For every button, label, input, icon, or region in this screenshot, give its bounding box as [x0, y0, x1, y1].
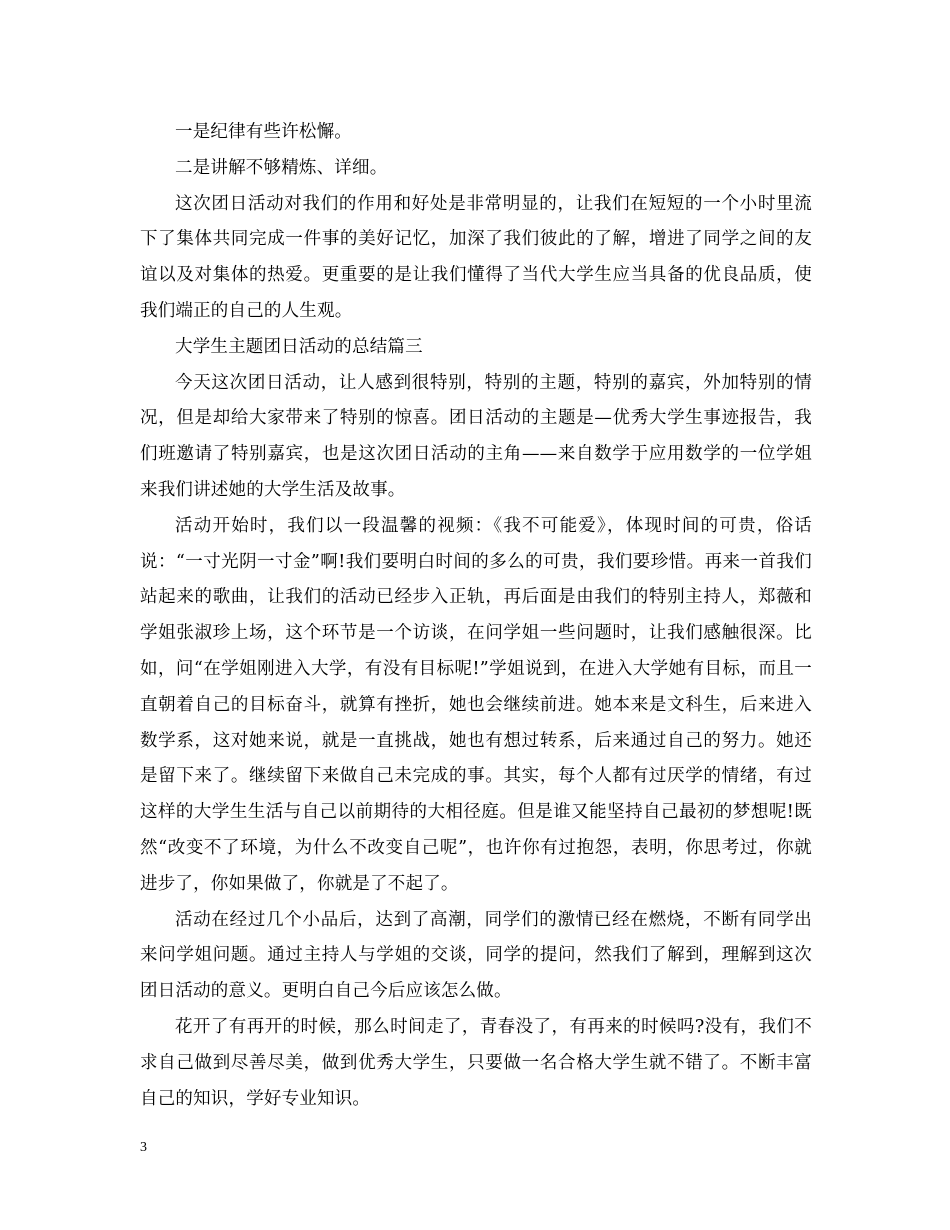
paragraph-activity-start: 活动开始时，我们以一段温馨的视频：《我不可能爱》，体现时间的可贵，俗话说：“一寸光阴一寸金”啊!我们要明白时间的多么的可贵，我们要珍惜。再来一首我们站起来的歌曲，让我们的活动已经步入正轨，再后面是由我们的特别主持人，郑薇和学姐张淑珍上场，这个环节是一个访谈，在问学姐一些问题时，让我们感触很深。比如，问“在学姐刚进入大学，有没有目标呢!”学姐说到，在进入大学她有目标，而且一直朝着自己的目标奋斗，就算有挫折，她也会继续前进。她本来是文科生，后来进入数学系，这对她来说，就是一直挑战，她也有想过转系，后来通过自己的努力。她还是留下来了。继续留下来做自己未完成的事。其实，每个人都有过厌学的情绪，有过这样的大学生生活与自己以前期待的大相径庭。但是谁又能坚持自己最初的梦想呢!既然“改变不了环境，为什么不改变自己呢”，也许你有过抱怨，表明，你思考过，你就进步了，你如果做了，你就是了不起了。 — [140, 515, 812, 894]
paragraph-conclusion: 花开了有再开的时候，那么时间走了，青春没了，有再来的时候吗?没有，我们不求自己做到尽善尽美，做到优秀大学生，只要做一名合格大学生就不错了。不断丰富自己的知识，学好专业知识。 — [140, 1016, 812, 1109]
paragraph-explanation: 二是讲解不够精炼、详细。 — [175, 157, 388, 178]
section-heading: 大学生主题团日活动的总结篇三 — [175, 336, 423, 357]
page-number: 3 — [140, 1140, 147, 1155]
paragraph-today-activity: 今天这次团日活动，让人感到很特别，特别的主题，特别的嘉宾，外加特别的情况，但是却给大家带来了特别的惊喜。团日活动的主题是—优秀大学生事迹报告，我们班邀请了特别嘉宾，也是这次团日活动的主角——来自数学于应用数学的一位学姐来我们讲述她的大学生活及故事。 — [140, 372, 812, 500]
paragraph-activity-climax: 活动在经过几个小品后，达到了高潮，同学们的激情已经在燃烧，不断有同学出来问学姐问题。通过主持人与学姐的交谈，同学的提问，然我们了解到，理解到这次团日活动的意义。更明白自己今后应该怎么做。 — [140, 909, 812, 1002]
document-body — [140, 115, 812, 1117]
paragraph-discipline: 一是纪律有些许松懈。 — [175, 122, 352, 142]
paragraph-activity-benefits: 这次团日活动对我们的作用和好处是非常明显的，让我们在短短的一个小时里流下了集体共同完成一件事的美好记忆，加深了我们彼此的了解，增进了同学之间的友谊以及对集体的热爱。更重要的是让我们懂得了当代大学生应当具备的优良品质，使我们端正的自己的人生观。 — [140, 193, 812, 321]
